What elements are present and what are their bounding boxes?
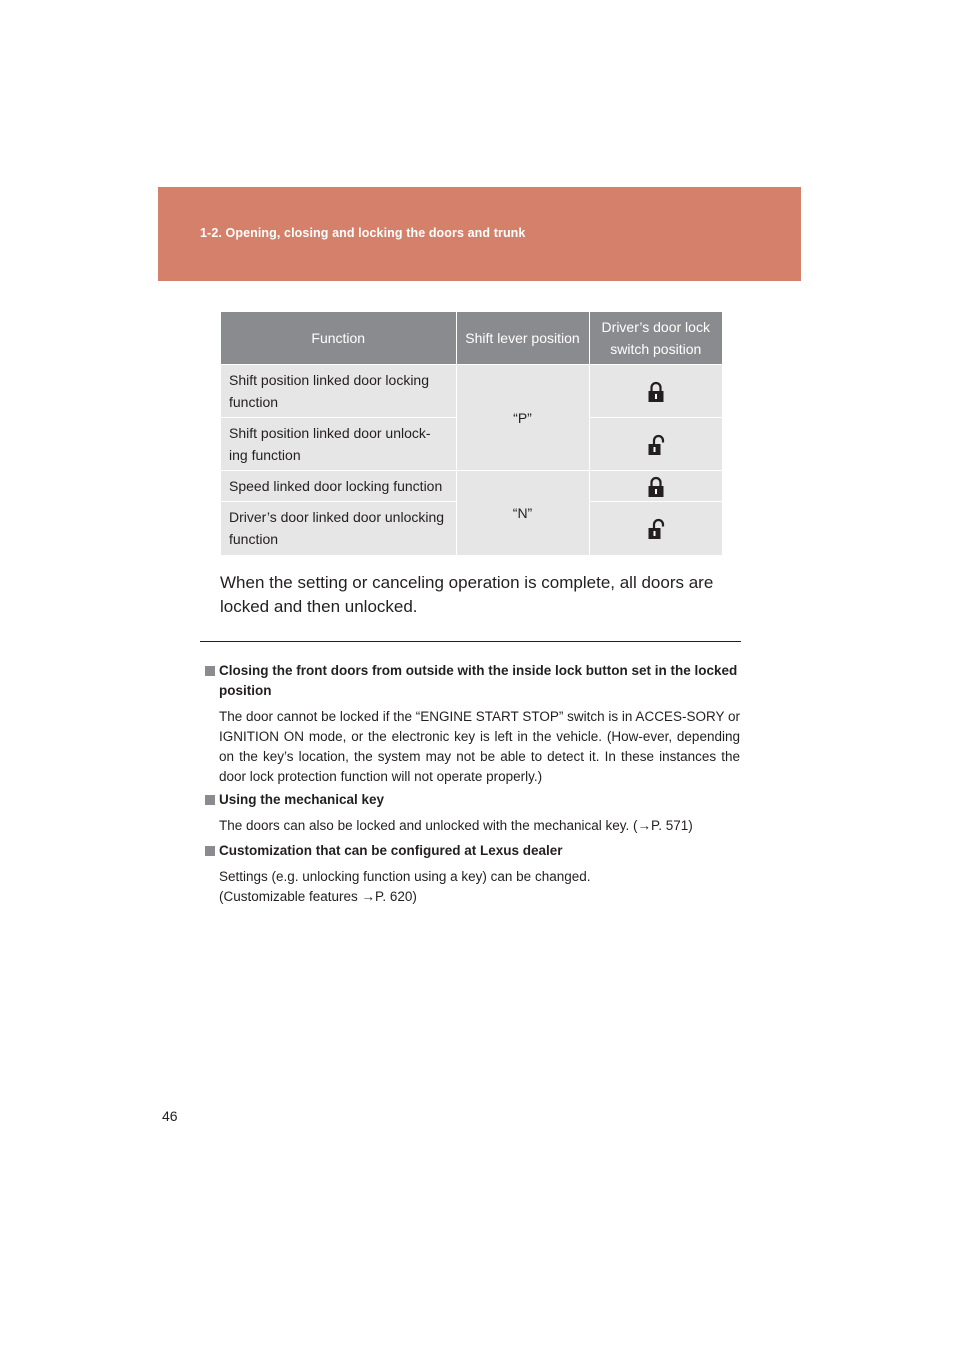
square-bullet-icon: [205, 846, 215, 856]
note-body-line2: (Customizable features →P. 620): [219, 889, 417, 904]
function-cell: Driver’s door linked door unlocking function: [221, 502, 456, 555]
table-row: [221, 471, 722, 502]
lock-closed-icon: [647, 381, 665, 403]
table-header-row: [221, 312, 722, 365]
function-cell: Shift position linked door unlock-ing function: [221, 418, 456, 471]
page-number: 46: [162, 1108, 178, 1124]
note-body: Settings (e.g. unlocking function using a key) can be changed.: [219, 869, 591, 884]
note-title-text: Customization that can be configured at Lexus dealer: [219, 843, 563, 858]
note-title: [205, 841, 740, 861]
lock-open-icon: [647, 434, 665, 456]
note-inside-lock: [205, 661, 740, 787]
lock-switch-cell: [589, 502, 722, 555]
lock-closed-icon: [647, 476, 665, 498]
section-title: 1-2. Opening, closing and locking the doors and trunk: [200, 226, 526, 240]
lock-switch-cell: [589, 418, 722, 471]
note-body: The door cannot be locked if the “ENGINE START STOP” switch is in ACCES-SORY or IGNITION ON mode, or the electronic key is left in the vehicle. (How-ever, depending on the key’s location, the system may not be able to detect it. In these instances the door lock protection function will not operate properly.): [219, 709, 740, 784]
note-title-text: Closing the front doors from outside with the inside lock button set in the locked position: [219, 663, 738, 698]
col-header-door-lock-switch: Driver’s door lock switch position: [589, 312, 722, 365]
note-customization: [205, 841, 740, 907]
note-mechanical-key: [205, 790, 740, 836]
lock-switch-cell: [589, 365, 722, 418]
note-title: [205, 790, 740, 810]
note-body: The doors can also be locked and unlocked with the mechanical key. (→P. 571): [219, 818, 693, 833]
divider: [200, 641, 741, 642]
lock-open-icon: [647, 518, 665, 540]
shift-cell: “P”: [456, 365, 589, 471]
note-title: [205, 661, 740, 701]
shift-cell: “N”: [456, 471, 589, 555]
completion-note: When the setting or canceling operation is complete, all doors are locked and then unlocked.: [220, 573, 714, 616]
table-row: [221, 365, 722, 418]
function-cell: Speed linked door locking function: [221, 471, 456, 502]
note-title-text: Using the mechanical key: [219, 792, 385, 807]
function-table: [221, 312, 722, 555]
square-bullet-icon: [205, 795, 215, 805]
header-band: [158, 187, 801, 281]
square-bullet-icon: [205, 666, 215, 676]
col-header-shift-lever: Shift lever position: [456, 312, 589, 365]
function-cell: Shift position linked door locking function: [221, 365, 456, 418]
col-header-function: Function: [221, 312, 456, 365]
lock-switch-cell: [589, 471, 722, 502]
